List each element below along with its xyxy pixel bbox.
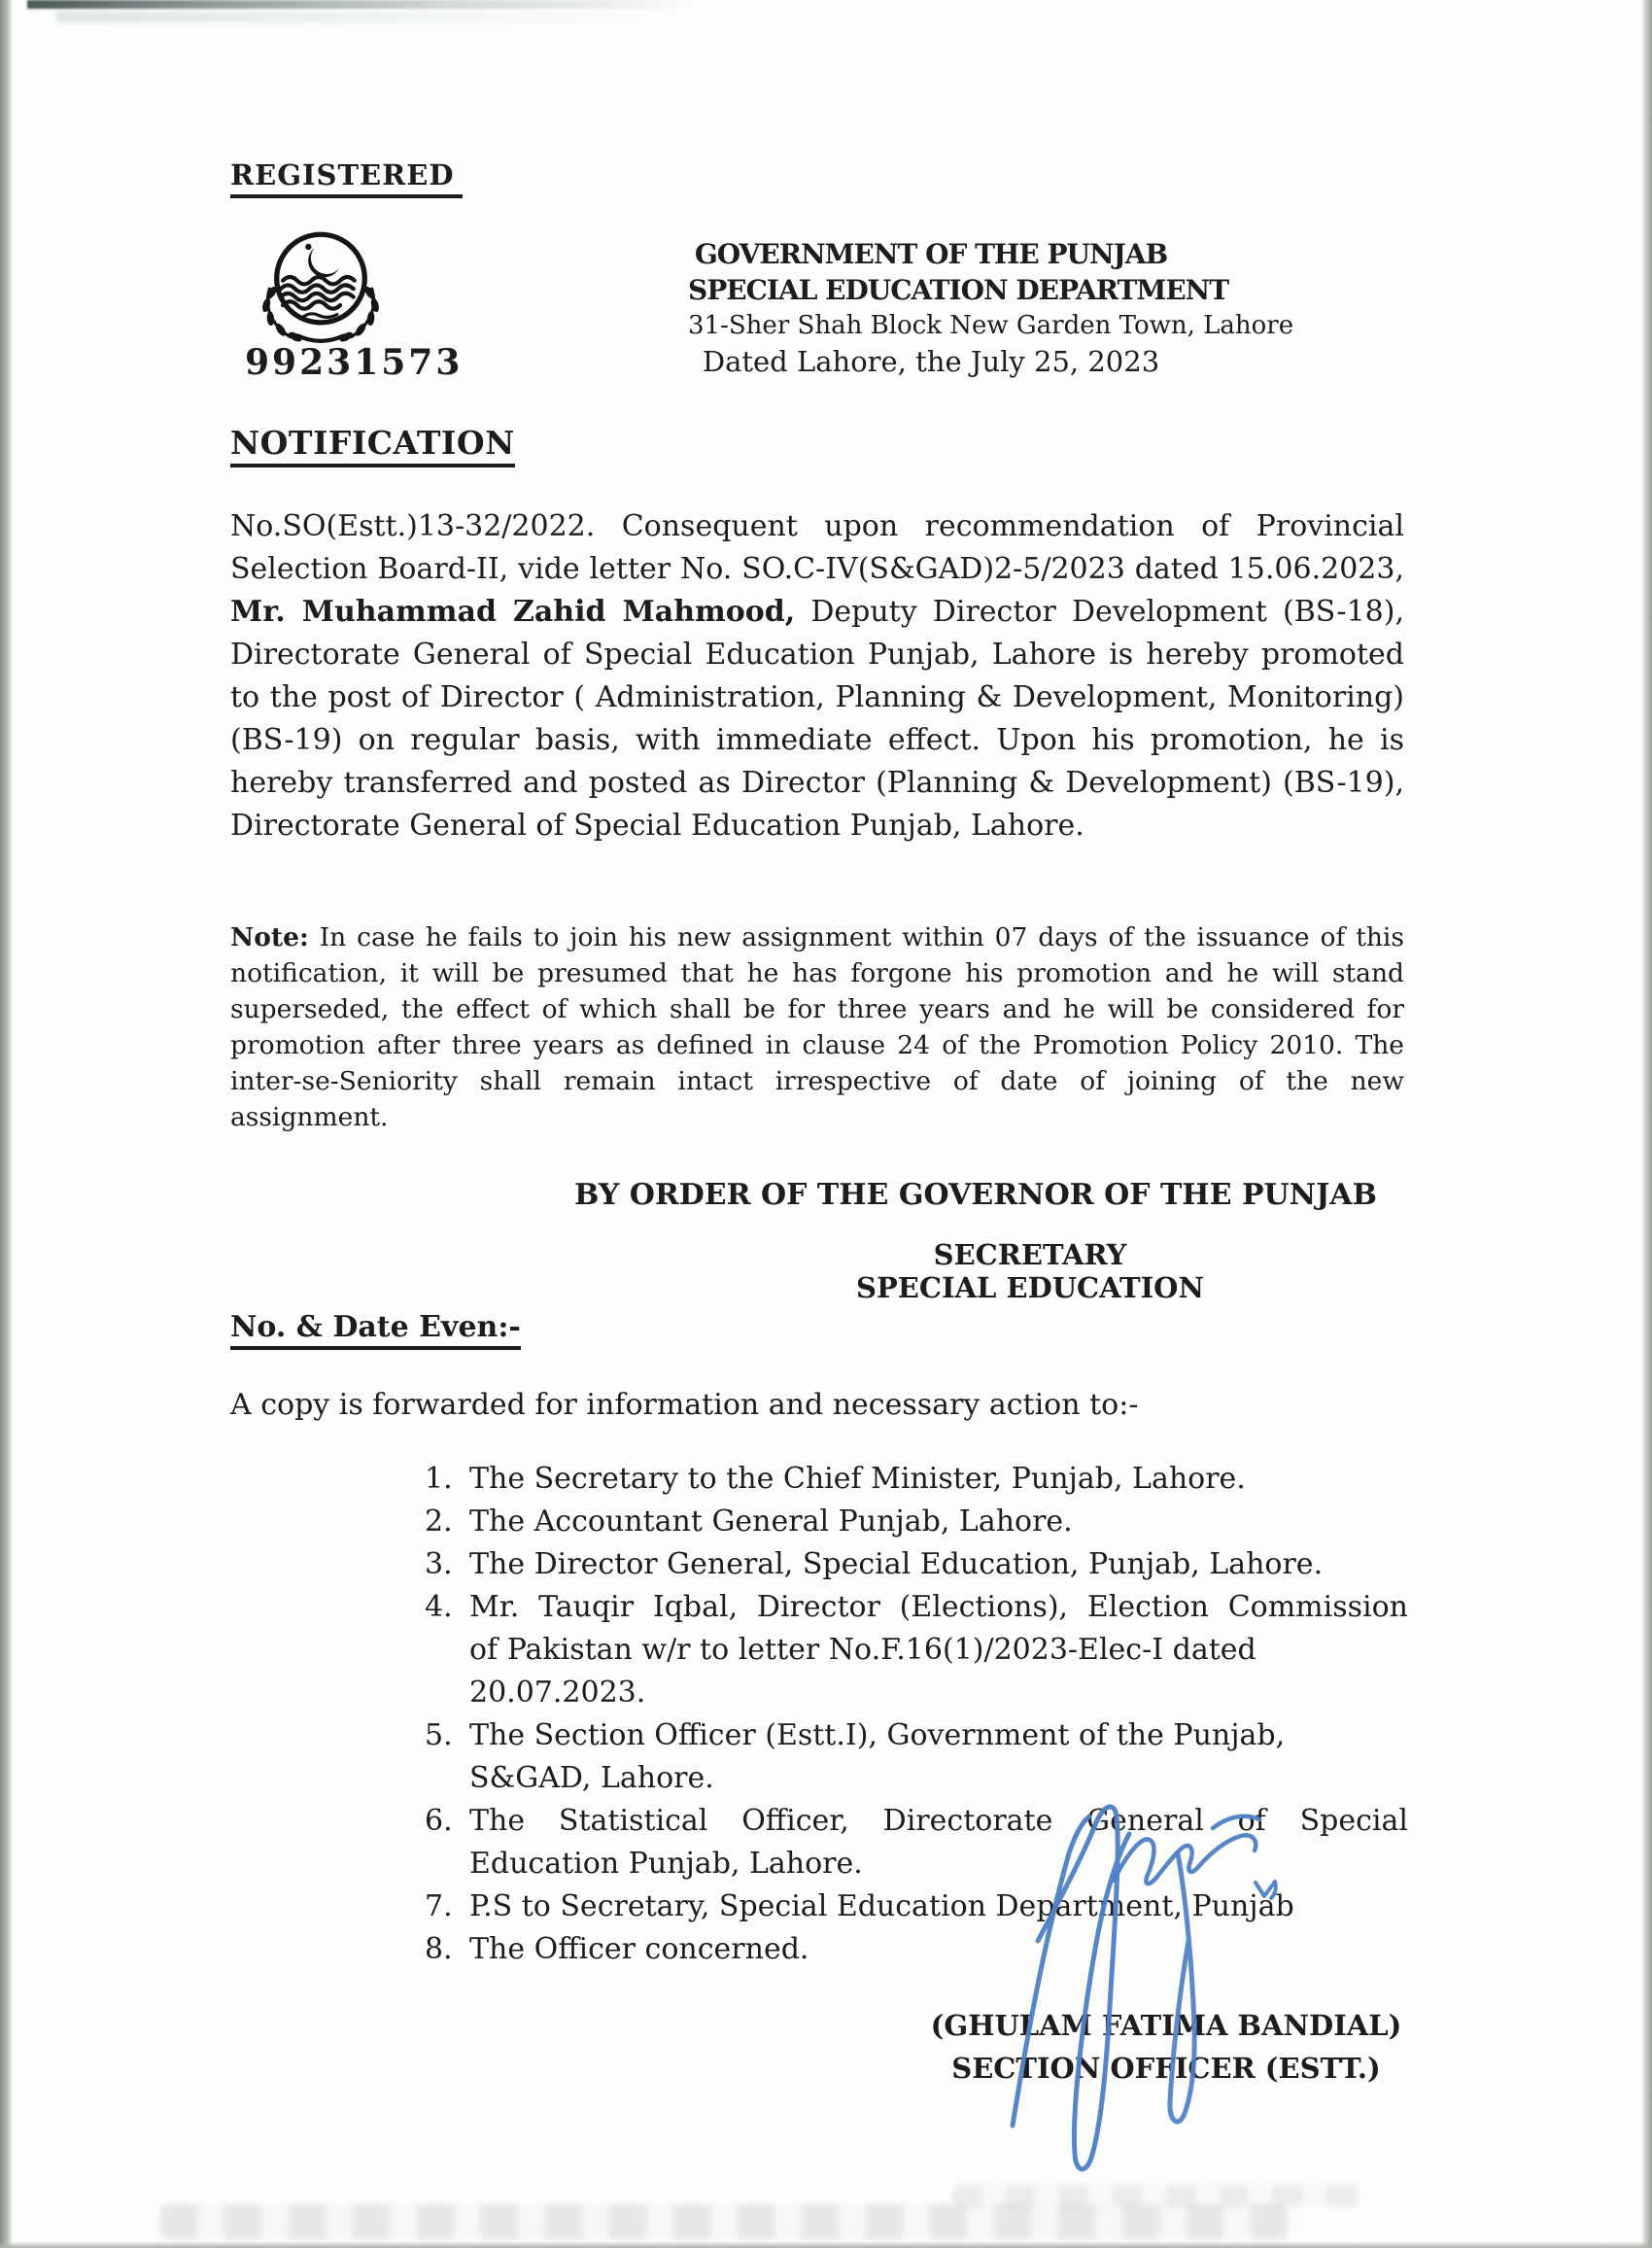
body-text-after: Deputy Director Development (BS-18), Directorate General of Special Education Punjab, Lahore is hereby promoted to the post of Director ( Administration, Planning & Development, Monitoring) (BS-19) on regular basis, with immediate effect. Upon his promotion, he is hereby transferred and posted as Director (Planning & Development) (BS-19), Directorate General of Special Education Punjab, Lahore.: [230, 595, 1404, 843]
item-text: The Officer concerned.: [469, 1932, 809, 1966]
signatory-name: (GHULAM FATIMA BANDIAL): [930, 2009, 1402, 2042]
item-number: 7.: [425, 1889, 453, 1923]
crest-waves: [281, 277, 355, 309]
crest-ribbon: [298, 336, 343, 341]
signatory-title-2: SPECIAL EDUCATION: [856, 1271, 1204, 1304]
item-text: The Director General, Special Education, Punjab, Lahore.: [469, 1547, 1324, 1581]
copy-forwarded-line: A copy is forwarded for information and necessary action to:-: [230, 1388, 1139, 1422]
item-number: 8.: [425, 1932, 453, 1966]
note-label: Note:: [230, 922, 309, 952]
scan-edge-right: [1641, 0, 1652, 2248]
note-paragraph: [230, 919, 1404, 1135]
signatory-designation-block: [834, 1238, 1226, 1304]
item-text: The Accountant General Punjab, Lahore.: [469, 1504, 1073, 1539]
item-text: Education Punjab, Lahore.: [469, 1847, 863, 1881]
item-text: The Secretary to the Chief Minister, Punjab, Lahore.: [469, 1462, 1246, 1496]
list-item: [425, 1714, 1408, 1800]
item-number: 1.: [425, 1462, 453, 1496]
item-text: of Pakistan w/r to letter No.F.16(1)/2023-Elec-I dated: [469, 1633, 1256, 1667]
scan-edge-bottom: [0, 2241, 1652, 2248]
scan-smudge-top: [27, 0, 698, 9]
list-item: [425, 1543, 1408, 1586]
item-text: Mr. Tauqir Iqbal, Director (Elections), Election Commission: [469, 1590, 1408, 1624]
org-name-line1: GOVERNMENT OF THE PUNJAB: [694, 238, 1168, 270]
handwritten-signature-icon: [923, 1793, 1312, 2182]
note-text: In case he fails to join his new assignment within 07 days of the issuance of this notification, it will be presumed that he has forgone his promotion and he will stand superseded, the effect of which shall be for three years and he will be considered for promotion after three years as defined in clause 24 of the Promotion Policy 2010. The inter-se-Seniority shall remain intact irrespective of date of joining of the new assignment.: [230, 922, 1404, 1132]
scan-edge-left: [0, 0, 13, 2248]
letter-date: Dated Lahore, the July 25, 2023: [702, 345, 1160, 378]
page-showthrough-ghost-2: [952, 2185, 1360, 2206]
signatory-post: SECTION OFFICER (ESTT.): [951, 2052, 1381, 2085]
promoted-officer-name: Mr. Muhammad Zahid Mahmood,: [230, 595, 796, 629]
item-text: 20.07.2023.: [469, 1676, 646, 1710]
list-item: [425, 1501, 1408, 1543]
by-order-line: BY ORDER OF THE GOVERNOR OF THE PUNJAB: [574, 1178, 1377, 1212]
crest-star: [305, 244, 311, 250]
org-name-line2: SPECIAL EDUCATION DEPARTMENT: [688, 274, 1229, 306]
item-number: 3.: [425, 1547, 453, 1581]
notification-body-paragraph: [230, 505, 1404, 847]
item-text: The Statistical Officer, Directorate General of Special: [469, 1804, 1408, 1838]
letterhead-block: [688, 236, 1294, 379]
scan-smudge-top-2: [56, 12, 649, 22]
item-text: P.S to Secretary, Special Education Department, Punjab: [469, 1889, 1294, 1923]
item-number: 6.: [425, 1804, 453, 1838]
item-text: The Section Officer (Estt.I), Government of the Punjab,: [469, 1718, 1286, 1752]
list-item: [425, 1458, 1408, 1501]
registration-number: 99231573: [245, 342, 464, 383]
notification-title: NOTIFICATION: [230, 424, 515, 467]
item-number: 4.: [425, 1590, 453, 1624]
item-text: S&GAD, Lahore.: [469, 1761, 714, 1795]
body-text-before: No.SO(Estt.)13-32/2022. Consequent upon recommendation of Provincial Selection Board-II, vide letter No. SO.C-IV(S&GAD)2-5/2023 dated 15.06.2023,: [230, 509, 1404, 586]
item-number: 2.: [425, 1504, 453, 1539]
registered-stamp-label: REGISTERED: [230, 158, 463, 198]
item-number: 5.: [425, 1718, 453, 1752]
page-showthrough-ghost: [160, 2204, 1288, 2239]
org-address: 31-Sher Shah Block New Garden Town, Lahore: [688, 311, 1294, 340]
crest-script: [302, 314, 337, 318]
punjab-government-crest-icon: [249, 229, 393, 344]
no-and-date-even-label: No. & Date Even:-: [230, 1310, 521, 1350]
signatory-title-1: SECRETARY: [933, 1238, 1127, 1271]
crest-crescent: [308, 248, 339, 277]
list-item: [425, 1586, 1408, 1714]
